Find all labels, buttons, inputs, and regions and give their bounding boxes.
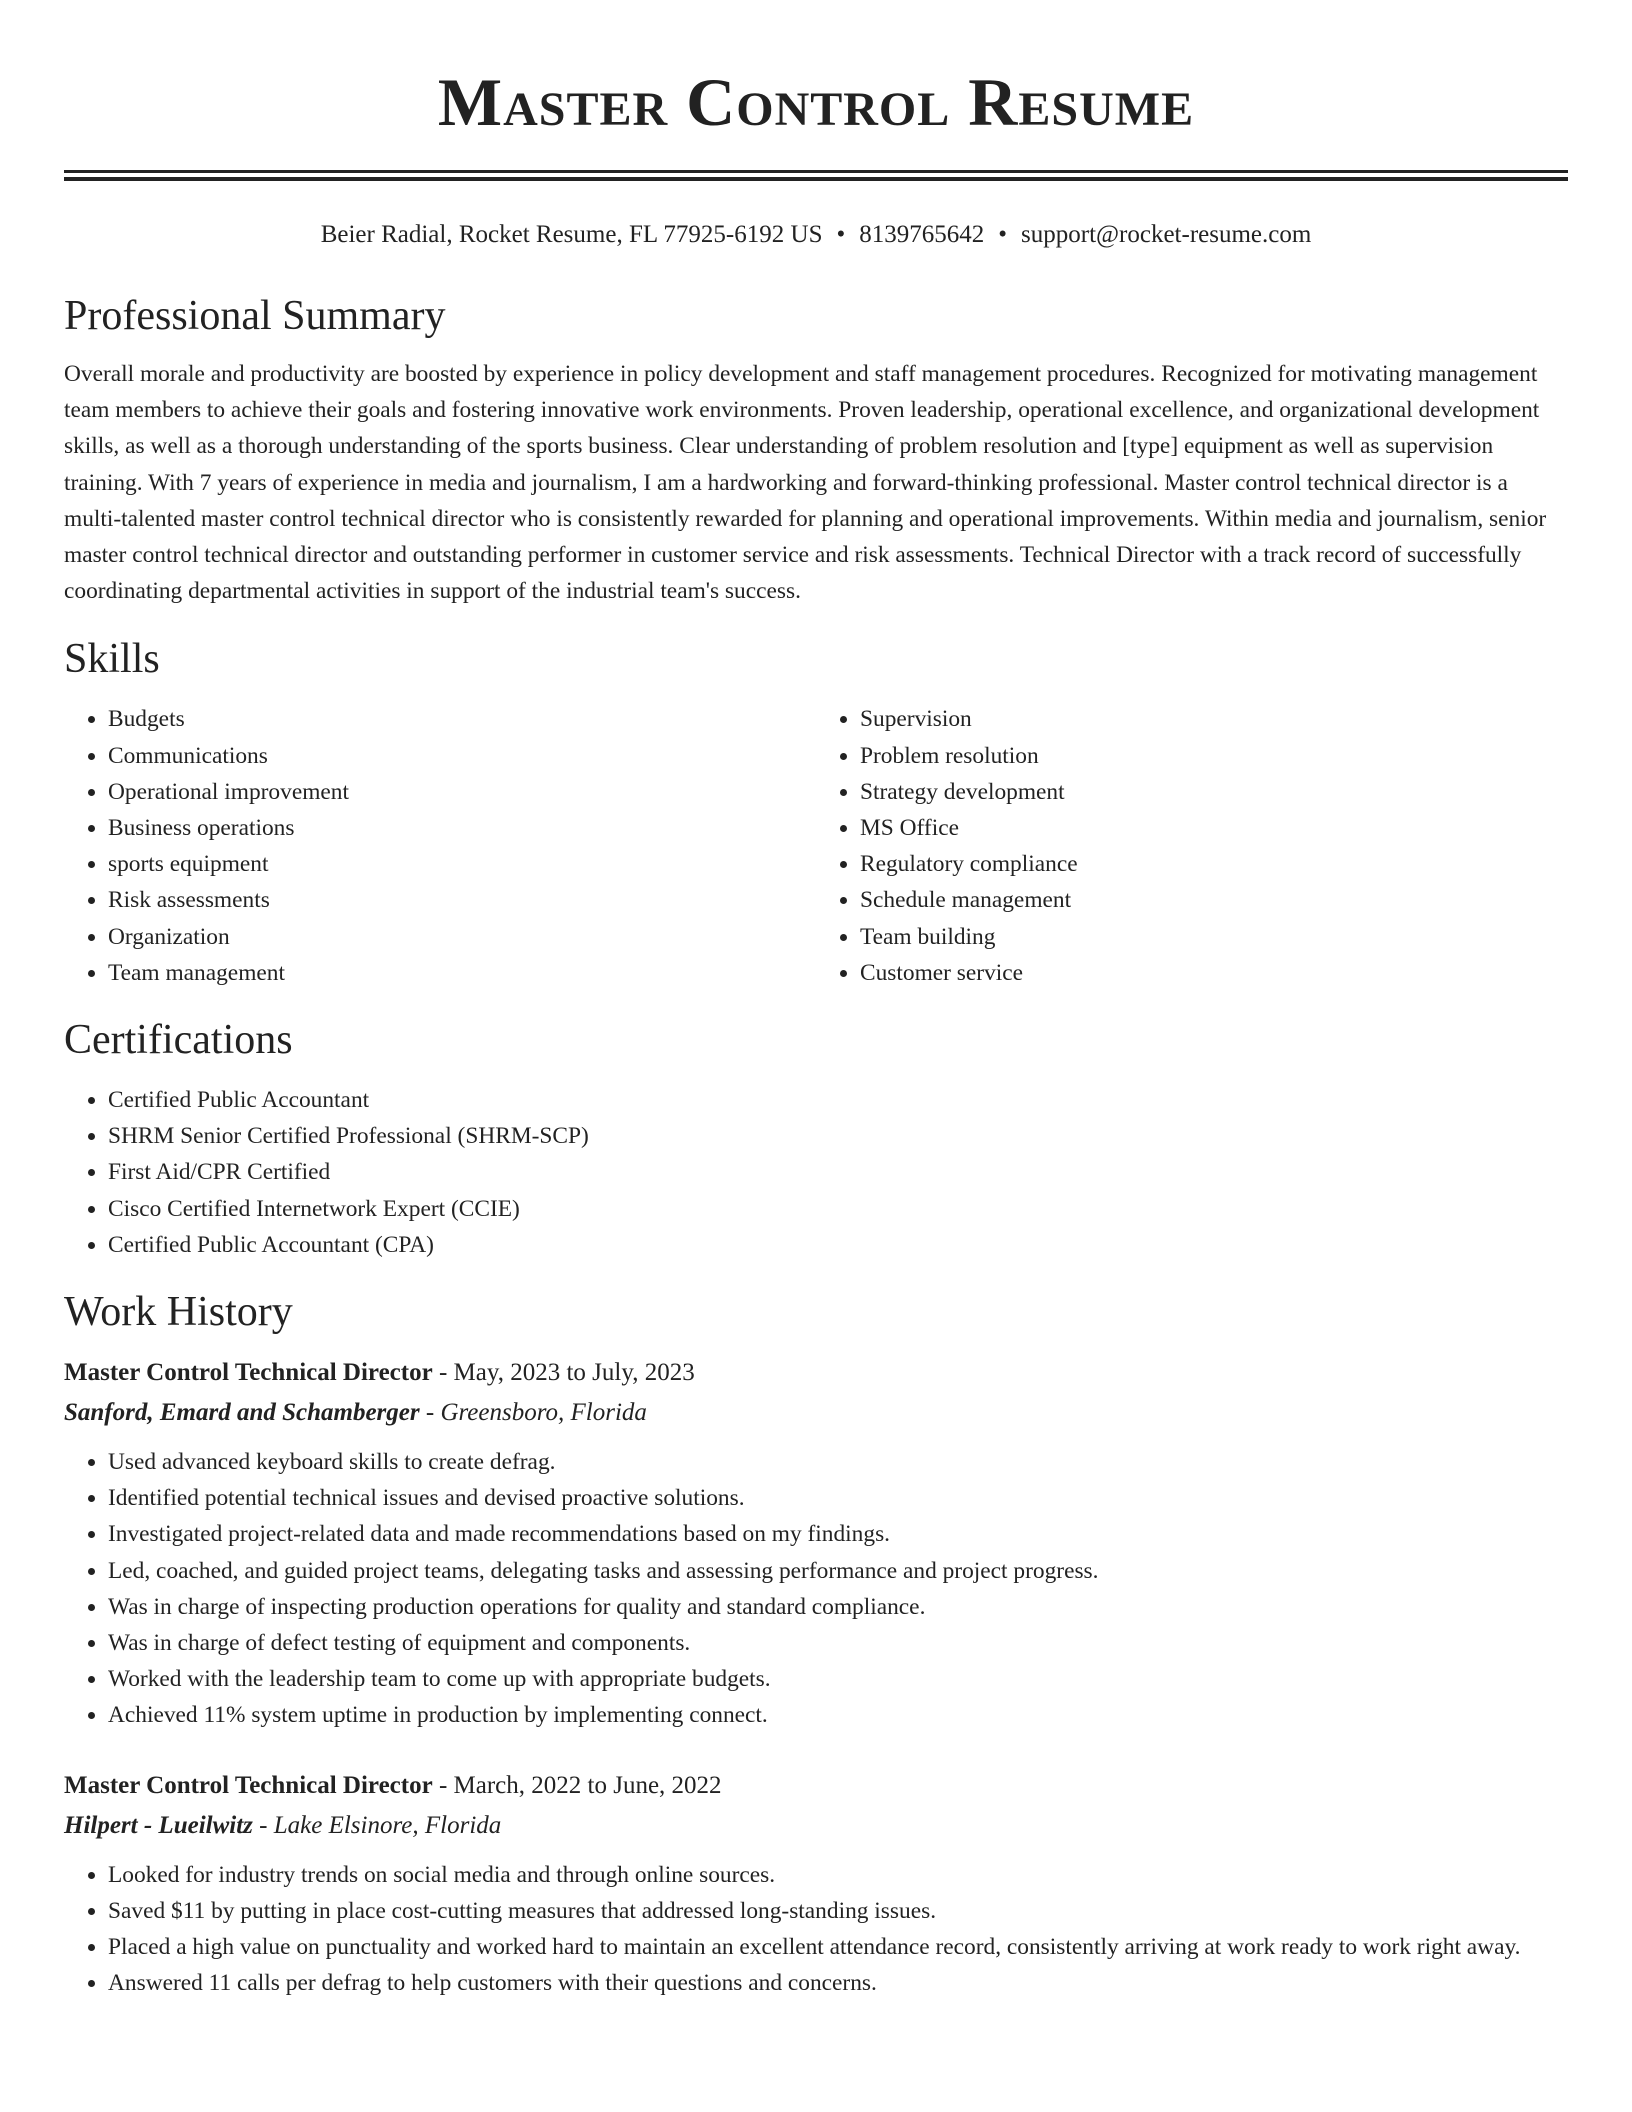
job-bullet: • Answered 11 calls per defrag to help customers with their questions and concerns. xyxy=(108,1965,1568,2001)
job-bullet: • Was in charge of defect testing of equipment and components. xyxy=(108,1625,1568,1661)
skill-item: • Schedule management xyxy=(860,882,1568,918)
job-location: - Lake Elsinore, Florida xyxy=(252,1811,502,1839)
job-title: Master Control Technical Director xyxy=(64,1771,433,1799)
job-company: Hilpert - Lueilwitz xyxy=(64,1811,253,1839)
skill-item: • Team building xyxy=(860,919,1568,955)
skill-item: • Strategy development xyxy=(860,774,1568,810)
skill-item: • Supervision xyxy=(860,701,1568,737)
skill-item: • Customer service xyxy=(860,955,1568,991)
section-heading: Certifications xyxy=(64,1017,293,1064)
section-heading: Professional Summary xyxy=(64,293,446,339)
job-bullet: • Looked for industry trends on social media and through online sources. xyxy=(108,1857,1568,1893)
job-company-line xyxy=(64,1393,1568,1433)
skill-item: • Problem resolution xyxy=(860,738,1568,774)
skill-item: • Risk assessments xyxy=(108,882,816,918)
skill-item: • Regulatory compliance xyxy=(860,846,1568,882)
job-bullet: • Was in charge of inspecting production operations for quality and standard compliance. xyxy=(108,1589,1568,1625)
job-bullets xyxy=(64,1857,1568,2002)
job-bullet: • Led, coached, and guided project teams, delegating tasks and assessing performance and project progress. xyxy=(108,1553,1568,1589)
job-dates: - May, 2023 to July, 2023 xyxy=(432,1359,695,1387)
skill-item: • sports equipment xyxy=(108,846,816,882)
job-title-line xyxy=(64,1353,1568,1393)
job-title: Master Control Technical Director xyxy=(64,1359,433,1387)
certification-item: • Certified Public Accountant (CPA) xyxy=(108,1227,1568,1263)
skill-item: • MS Office xyxy=(860,810,1568,846)
job-company-line xyxy=(64,1806,1568,1846)
skills-grid xyxy=(64,701,1568,991)
contact-separator: • xyxy=(998,221,1008,248)
skill-item: • Communications xyxy=(108,738,816,774)
resume-name: Master Control Resume xyxy=(437,64,1195,140)
contact-phone: 8139765642 xyxy=(859,221,985,248)
job-company: Sanford, Emard and Schamberger xyxy=(64,1399,420,1427)
skill-item: • Team management xyxy=(108,955,816,991)
work-history-section xyxy=(64,1287,1568,2001)
header-divider xyxy=(64,170,1568,181)
contact-address: Beier Radial, Rocket Resume, FL 77925-6192 US xyxy=(320,221,823,248)
skill-item: • Business operations xyxy=(108,810,816,846)
job-entry xyxy=(64,1766,1568,2002)
certification-item: • SHRM Senior Certified Professional (SHRM-SCP) xyxy=(108,1118,1568,1154)
skills-list-left xyxy=(64,701,816,991)
certification-item: • First Aid/CPR Certified xyxy=(108,1154,1568,1190)
job-entry xyxy=(64,1353,1568,1734)
job-bullet: • Achieved 11% system uptime in production by implementing connect. xyxy=(108,1697,1568,1733)
section-heading: Work History xyxy=(64,1289,293,1336)
certification-item: • Certified Public Accountant xyxy=(108,1082,1568,1118)
job-bullets xyxy=(64,1444,1568,1734)
job-bullet: • Used advanced keyboard skills to create defrag. xyxy=(108,1444,1568,1480)
skill-item: • Organization xyxy=(108,919,816,955)
job-dates: - March, 2022 to June, 2022 xyxy=(432,1771,722,1799)
certifications-list xyxy=(64,1082,1568,1263)
certifications-section xyxy=(64,1015,1568,1263)
job-location: - Greensboro, Florida xyxy=(419,1399,647,1427)
skills-section xyxy=(64,634,1568,991)
section-heading: Skills xyxy=(64,636,160,683)
contact-email: support@rocket-resume.com xyxy=(1021,221,1312,248)
skill-item: • Operational improvement xyxy=(108,774,816,810)
certification-item: • Cisco Certified Internetwork Expert (CCIE) xyxy=(108,1191,1568,1227)
skills-list-right xyxy=(816,701,1568,991)
job-bullet: • Identified potential technical issues and devised proactive solutions. xyxy=(108,1480,1568,1516)
job-bullet: • Worked with the leadership team to come up with appropriate budgets. xyxy=(108,1661,1568,1697)
contact-line xyxy=(64,219,1568,251)
skill-item: • Budgets xyxy=(108,701,816,737)
job-bullet: • Saved $11 by putting in place cost-cutting measures that addressed long-standing issues. xyxy=(108,1893,1568,1929)
job-bullet: • Investigated project-related data and made recommendations based on my findings. xyxy=(108,1516,1568,1552)
contact-separator: • xyxy=(836,221,846,248)
job-bullet: • Placed a high value on punctuality and worked hard to maintain an excellent attendance record, consistently arriving at work ready to work right away. xyxy=(108,1929,1568,1965)
summary-text: Overall morale and productivity are boosted by experience in policy development and staff management procedures. Recognized for motivating management team members to achieve their goals and fostering innovative work environments. Proven leadership, operational excellence, and organizational development skills, as well as a thorough understanding of the sports business. Clear understanding of problem resolution and [type] equipment as well as supervision training. With 7 years of experience in media and journalism, I am a hardworking and forward-thinking professional. Master control technical director is a multi-talented master control technical director who is consistently rewarded for planning and operational improvements. Within media and journalism, senior master control technical director and outstanding performer in customer service and risk assessments. Technical Director with a track record of successfully coordinating departmental activities in support of the industrial team's success. xyxy=(64,361,1547,605)
professional-summary-section xyxy=(64,291,1568,609)
job-title-line xyxy=(64,1766,1568,1806)
